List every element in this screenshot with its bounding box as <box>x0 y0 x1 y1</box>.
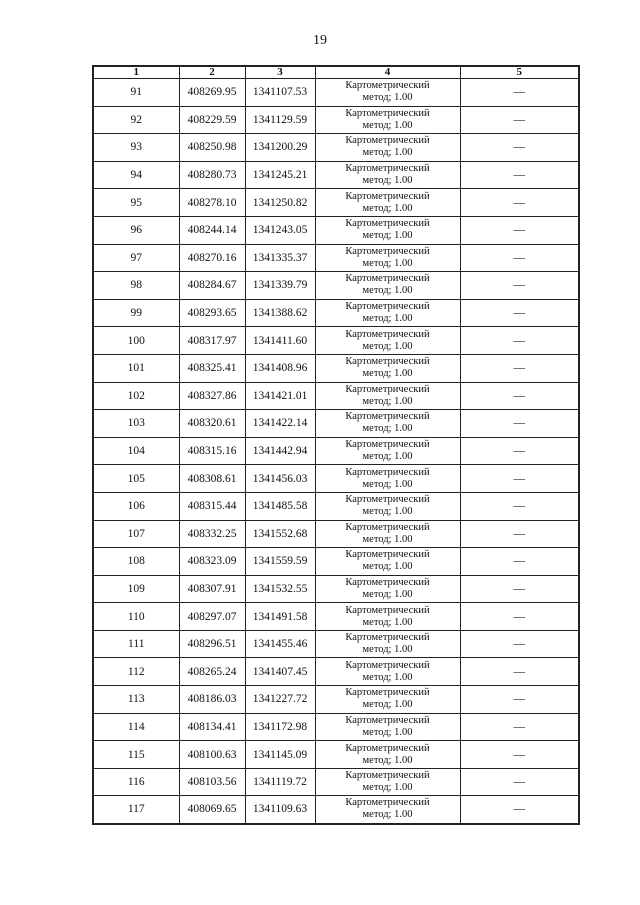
x-coordinate-cell: 408308.61 <box>179 465 245 493</box>
note-cell: — <box>460 603 579 631</box>
method-line-1: Картометрический <box>345 273 430 285</box>
x-coordinate-cell: 408332.25 <box>179 520 245 548</box>
page-number: 19 <box>313 33 327 48</box>
method-cell <box>315 244 460 272</box>
method-line-1: Картометрический <box>345 218 430 230</box>
table-row <box>93 575 579 603</box>
note-cell: — <box>460 741 579 769</box>
y-coordinate-cell: 1341421.01 <box>245 382 315 410</box>
table-row <box>93 630 579 658</box>
note-cell: — <box>460 796 579 824</box>
method-line-2: метод; 1.00 <box>362 423 413 435</box>
point-number-cell: 97 <box>93 244 179 272</box>
note-cell: — <box>460 354 579 382</box>
method-line-2: метод; 1.00 <box>362 202 413 214</box>
y-coordinate-cell: 1341243.05 <box>245 216 315 244</box>
note-cell: — <box>460 437 579 465</box>
point-number-cell: 102 <box>93 382 179 410</box>
method-line-1: Картометрический <box>345 466 430 478</box>
method-line-1: Картометрический <box>345 107 430 119</box>
note-cell: — <box>460 216 579 244</box>
column-header: 3 <box>245 66 315 79</box>
note-cell: — <box>460 106 579 134</box>
method-cell <box>315 189 460 217</box>
table-row <box>93 492 579 520</box>
method-line-2: метод; 1.00 <box>362 561 413 573</box>
point-number-cell: 92 <box>93 106 179 134</box>
method-cell <box>315 216 460 244</box>
point-number-cell: 104 <box>93 437 179 465</box>
method-line-2: метод; 1.00 <box>362 230 413 242</box>
y-coordinate-cell: 1341119.72 <box>245 768 315 796</box>
point-number-cell: 110 <box>93 603 179 631</box>
table-row <box>93 106 579 134</box>
y-coordinate-cell: 1341145.09 <box>245 741 315 769</box>
table-row <box>93 79 579 107</box>
note-cell: — <box>460 520 579 548</box>
method-cell <box>315 79 460 107</box>
table-row <box>93 244 579 272</box>
method-line-1: Картометрический <box>345 632 430 644</box>
point-number-cell: 109 <box>93 575 179 603</box>
table-row <box>93 410 579 438</box>
method-line-1: Картометрический <box>345 439 430 451</box>
x-coordinate-cell: 408307.91 <box>179 575 245 603</box>
method-line-1: Картометрический <box>345 163 430 175</box>
y-coordinate-cell: 1341388.62 <box>245 299 315 327</box>
x-coordinate-cell: 408280.73 <box>179 161 245 189</box>
note-cell: — <box>460 658 579 686</box>
method-line-1: Картометрический <box>345 383 430 395</box>
y-coordinate-cell: 1341532.55 <box>245 575 315 603</box>
method-line-2: метод; 1.00 <box>362 175 413 187</box>
y-coordinate-cell: 1341227.72 <box>245 686 315 714</box>
y-coordinate-cell: 1341455.46 <box>245 630 315 658</box>
note-cell: — <box>460 768 579 796</box>
note-cell: — <box>460 161 579 189</box>
method-line-2: метод; 1.00 <box>362 147 413 159</box>
method-cell <box>315 520 460 548</box>
method-line-2: метод; 1.00 <box>362 754 413 766</box>
point-number-cell: 101 <box>93 354 179 382</box>
method-cell <box>315 741 460 769</box>
table-row <box>93 741 579 769</box>
table-row <box>93 299 579 327</box>
table-row <box>93 465 579 493</box>
table-row <box>93 796 579 824</box>
method-cell <box>315 686 460 714</box>
y-coordinate-cell: 1341335.37 <box>245 244 315 272</box>
method-line-1: Картометрический <box>345 521 430 533</box>
x-coordinate-cell: 408270.16 <box>179 244 245 272</box>
method-line-1: Картометрический <box>345 659 430 671</box>
note-cell: — <box>460 548 579 576</box>
note-cell: — <box>460 575 579 603</box>
method-cell <box>315 465 460 493</box>
point-number-cell: 98 <box>93 272 179 300</box>
point-number-cell: 106 <box>93 492 179 520</box>
method-cell <box>315 327 460 355</box>
method-cell <box>315 630 460 658</box>
method-line-1: Картометрический <box>345 549 430 561</box>
note-cell: — <box>460 327 579 355</box>
y-coordinate-cell: 1341129.59 <box>245 106 315 134</box>
table-row <box>93 548 579 576</box>
method-cell <box>315 796 460 824</box>
method-line-2: метод; 1.00 <box>362 478 413 490</box>
method-line-2: метод; 1.00 <box>362 451 413 463</box>
x-coordinate-cell: 408323.09 <box>179 548 245 576</box>
method-cell <box>315 106 460 134</box>
method-line-2: метод; 1.00 <box>362 368 413 380</box>
x-coordinate-cell: 408293.65 <box>179 299 245 327</box>
y-coordinate-cell: 1341442.94 <box>245 437 315 465</box>
method-line-2: метод; 1.00 <box>362 506 413 518</box>
method-cell <box>315 575 460 603</box>
point-number-cell: 116 <box>93 768 179 796</box>
point-number-cell: 111 <box>93 630 179 658</box>
x-coordinate-cell: 408320.61 <box>179 410 245 438</box>
point-number-cell: 93 <box>93 134 179 162</box>
x-coordinate-cell: 408265.24 <box>179 658 245 686</box>
x-coordinate-cell: 408296.51 <box>179 630 245 658</box>
point-number-cell: 108 <box>93 548 179 576</box>
method-line-1: Картометрический <box>345 328 430 340</box>
y-coordinate-cell: 1341422.14 <box>245 410 315 438</box>
y-coordinate-cell: 1341411.60 <box>245 327 315 355</box>
method-line-1: Картометрический <box>345 687 430 699</box>
point-number-cell: 103 <box>93 410 179 438</box>
y-coordinate-cell: 1341245.21 <box>245 161 315 189</box>
table-row <box>93 658 579 686</box>
method-line-2: метод; 1.00 <box>362 92 413 104</box>
method-line-1: Картометрический <box>345 770 430 782</box>
x-coordinate-cell: 408186.03 <box>179 686 245 714</box>
x-coordinate-cell: 408278.10 <box>179 189 245 217</box>
point-number-cell: 95 <box>93 189 179 217</box>
y-coordinate-cell: 1341200.29 <box>245 134 315 162</box>
y-coordinate-cell: 1341408.96 <box>245 354 315 382</box>
method-line-2: метод; 1.00 <box>362 644 413 656</box>
point-number-cell: 117 <box>93 796 179 824</box>
method-cell <box>315 603 460 631</box>
method-cell <box>315 437 460 465</box>
note-cell: — <box>460 492 579 520</box>
method-line-1: Картометрический <box>345 356 430 368</box>
method-cell <box>315 410 460 438</box>
method-line-2: метод; 1.00 <box>362 395 413 407</box>
method-line-2: метод; 1.00 <box>362 313 413 325</box>
y-coordinate-cell: 1341559.59 <box>245 548 315 576</box>
note-cell: — <box>460 410 579 438</box>
method-cell <box>315 382 460 410</box>
column-header: 1 <box>93 66 179 79</box>
point-number-cell: 114 <box>93 713 179 741</box>
table-row <box>93 161 579 189</box>
method-cell <box>315 548 460 576</box>
note-cell: — <box>460 713 579 741</box>
method-line-2: метод; 1.00 <box>362 782 413 794</box>
method-line-1: Картометрический <box>345 576 430 588</box>
point-number-cell: 105 <box>93 465 179 493</box>
method-line-2: метод; 1.00 <box>362 616 413 628</box>
method-cell <box>315 713 460 741</box>
point-number-cell: 96 <box>93 216 179 244</box>
x-coordinate-cell: 408244.14 <box>179 216 245 244</box>
note-cell: — <box>460 465 579 493</box>
method-line-2: метод; 1.00 <box>362 257 413 269</box>
y-coordinate-cell: 1341485.58 <box>245 492 315 520</box>
point-number-cell: 115 <box>93 741 179 769</box>
method-line-1: Картометрический <box>345 135 430 147</box>
x-coordinate-cell: 408284.67 <box>179 272 245 300</box>
table-header-row <box>93 66 579 79</box>
method-line-1: Картометрический <box>345 742 430 754</box>
point-number-cell: 99 <box>93 299 179 327</box>
x-coordinate-cell: 408325.41 <box>179 354 245 382</box>
note-cell: — <box>460 299 579 327</box>
method-line-2: метод; 1.00 <box>362 809 413 821</box>
method-line-2: метод; 1.00 <box>362 588 413 600</box>
method-line-2: метод; 1.00 <box>362 119 413 131</box>
note-cell: — <box>460 272 579 300</box>
method-line-2: метод; 1.00 <box>362 533 413 545</box>
method-cell <box>315 161 460 189</box>
point-number-cell: 113 <box>93 686 179 714</box>
table-row <box>93 272 579 300</box>
table-row <box>93 437 579 465</box>
method-line-1: Картометрический <box>345 411 430 423</box>
method-line-2: метод; 1.00 <box>362 285 413 297</box>
table-row <box>93 520 579 548</box>
method-cell <box>315 354 460 382</box>
point-number-cell: 94 <box>93 161 179 189</box>
y-coordinate-cell: 1341109.63 <box>245 796 315 824</box>
point-number-cell: 100 <box>93 327 179 355</box>
method-line-2: метод; 1.00 <box>362 699 413 711</box>
method-cell <box>315 768 460 796</box>
method-line-1: Картометрический <box>345 301 430 313</box>
note-cell: — <box>460 189 579 217</box>
y-coordinate-cell: 1341407.45 <box>245 658 315 686</box>
table-row <box>93 713 579 741</box>
method-line-1: Картометрический <box>345 494 430 506</box>
table-row <box>93 603 579 631</box>
table-row <box>93 382 579 410</box>
x-coordinate-cell: 408269.95 <box>179 79 245 107</box>
x-coordinate-cell: 408134.41 <box>179 713 245 741</box>
column-header: 4 <box>315 66 460 79</box>
method-cell <box>315 658 460 686</box>
note-cell: — <box>460 686 579 714</box>
note-cell: — <box>460 134 579 162</box>
y-coordinate-cell: 1341456.03 <box>245 465 315 493</box>
table-row <box>93 327 579 355</box>
method-line-2: метод; 1.00 <box>362 340 413 352</box>
method-cell <box>315 492 460 520</box>
x-coordinate-cell: 408250.98 <box>179 134 245 162</box>
y-coordinate-cell: 1341172.98 <box>245 713 315 741</box>
table-row <box>93 768 579 796</box>
method-line-2: метод; 1.00 <box>362 726 413 738</box>
column-header: 5 <box>460 66 579 79</box>
column-header: 2 <box>179 66 245 79</box>
x-coordinate-cell: 408297.07 <box>179 603 245 631</box>
y-coordinate-cell: 1341107.53 <box>245 79 315 107</box>
method-line-1: Картометрический <box>345 797 430 809</box>
method-line-1: Картометрический <box>345 80 430 92</box>
method-cell <box>315 299 460 327</box>
method-cell <box>315 134 460 162</box>
x-coordinate-cell: 408327.86 <box>179 382 245 410</box>
point-number-cell: 107 <box>93 520 179 548</box>
point-number-cell: 112 <box>93 658 179 686</box>
coordinates-table <box>92 65 580 825</box>
method-line-1: Картометрический <box>345 604 430 616</box>
note-cell: — <box>460 79 579 107</box>
x-coordinate-cell: 408317.97 <box>179 327 245 355</box>
note-cell: — <box>460 382 579 410</box>
x-coordinate-cell: 408100.63 <box>179 741 245 769</box>
x-coordinate-cell: 408103.56 <box>179 768 245 796</box>
x-coordinate-cell: 408315.44 <box>179 492 245 520</box>
y-coordinate-cell: 1341552.68 <box>245 520 315 548</box>
table-row <box>93 216 579 244</box>
method-line-1: Картометрический <box>345 714 430 726</box>
x-coordinate-cell: 408315.16 <box>179 437 245 465</box>
note-cell: — <box>460 244 579 272</box>
y-coordinate-cell: 1341491.58 <box>245 603 315 631</box>
x-coordinate-cell: 408069.65 <box>179 796 245 824</box>
method-cell <box>315 272 460 300</box>
table-row <box>93 354 579 382</box>
y-coordinate-cell: 1341250.82 <box>245 189 315 217</box>
y-coordinate-cell: 1341339.79 <box>245 272 315 300</box>
table-row <box>93 189 579 217</box>
x-coordinate-cell: 408229.59 <box>179 106 245 134</box>
point-number-cell: 91 <box>93 79 179 107</box>
method-line-2: метод; 1.00 <box>362 671 413 683</box>
table-row <box>93 686 579 714</box>
method-line-1: Картометрический <box>345 190 430 202</box>
method-line-1: Картометрический <box>345 245 430 257</box>
table-row <box>93 134 579 162</box>
note-cell: — <box>460 630 579 658</box>
